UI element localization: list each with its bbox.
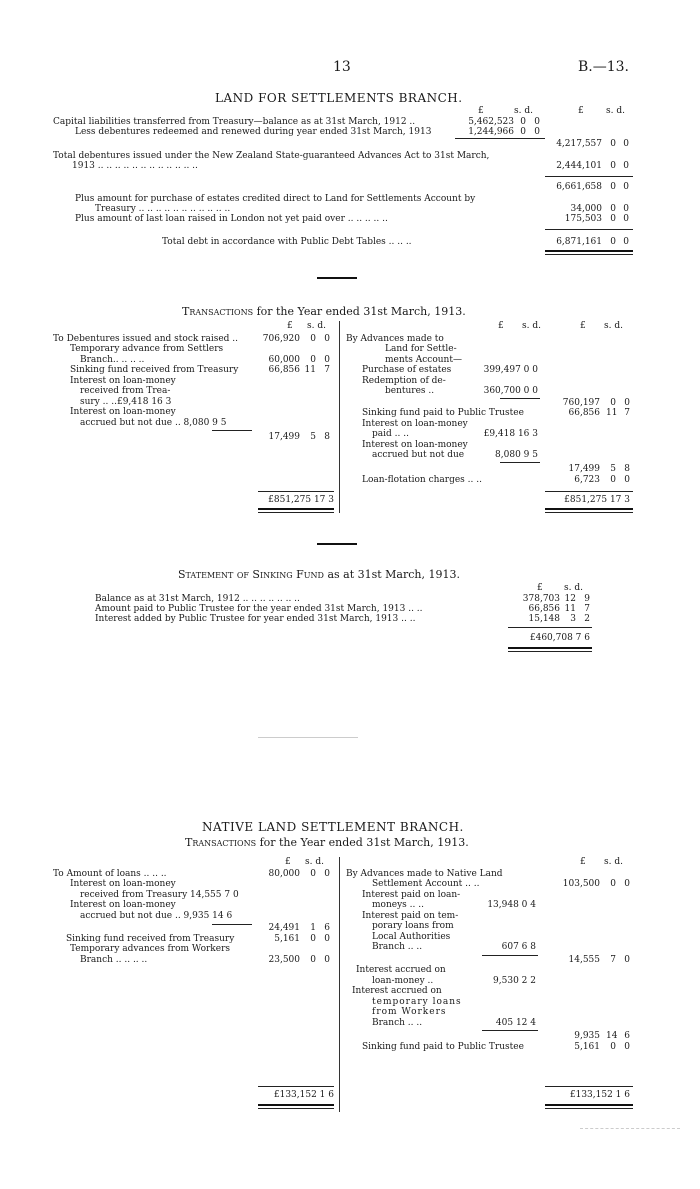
t1-right-bentures: bentures .. — [385, 386, 435, 396]
native-right-d-3: 6 — [624, 1031, 630, 1041]
double-rule — [545, 1108, 633, 1109]
t1-right-d-3: 8 — [624, 464, 630, 474]
land-subtotal-amount: 6,661,658 — [556, 182, 602, 192]
native-right-sinking: Sinking fund paid to Public Trustee — [362, 1042, 524, 1052]
land-row-less-amount: 1,244,966 — [468, 127, 514, 137]
native-right-s-1: 0 — [610, 879, 616, 889]
native-left-s-3: 0 — [310, 934, 316, 944]
t1-right-accrued-2: accrued but not due — [372, 450, 465, 460]
native-right-accrued-amount: 9,530 2 2 — [493, 976, 536, 986]
land-total-label: Total debt in accordance with Public Debt Tables .. .. .. — [162, 237, 412, 247]
land-total-amount: 6,871,161 — [556, 237, 602, 247]
t1-left-amount-2: 60,000 — [268, 355, 300, 365]
t1-left-head-sd: s. d. — [307, 321, 326, 331]
rule — [545, 1086, 633, 1087]
transactions-title — [182, 307, 466, 317]
native-left-accrued: Interest on loan-money — [70, 900, 176, 910]
sinking-paid-amount: 66,856 — [528, 604, 560, 614]
native-left-head-sd: s. d. — [305, 857, 324, 867]
t1-right-d-2: 7 — [624, 408, 630, 418]
transactions-title-smallcaps: Transactions — [182, 305, 254, 318]
native-left-interest: Interest on loan-money — [70, 879, 176, 889]
native-section-title: NATIVE LAND SETTLEMENT BRANCH. — [202, 820, 464, 834]
land-row-debentures-2: 1913 .. .. .. .. .. .. .. .. .. .. .. .. — [72, 161, 198, 171]
transactions-title-rest: for the Year ended 31st March, 1913. — [256, 305, 466, 318]
native-left-d-1: 0 — [324, 869, 330, 879]
land-plus-loan-amount: 175,503 — [564, 214, 602, 224]
land-subtotal-d: 0 — [623, 182, 629, 192]
col-head-pound-2: £ — [578, 106, 584, 116]
native-right-d-1: 0 — [624, 879, 630, 889]
sinking-balance-s: 12 — [564, 594, 576, 604]
land-plus-loan-s: 0 — [610, 214, 616, 224]
t1-right-loan-flotation: Loan-flotation charges .. .. — [362, 475, 482, 485]
land-plus-purchase-amount: 34,000 — [570, 204, 602, 214]
native-left-s-1: 0 — [310, 869, 316, 879]
page-number: 13 — [333, 59, 351, 75]
t1-left-d-4: 8 — [324, 432, 330, 442]
native-left-head-pound: £ — [285, 857, 291, 867]
t1-left-head-pound: £ — [287, 321, 293, 331]
land-plus-purchase-d: 0 — [623, 204, 629, 214]
native-right-head-sd: s. d. — [604, 857, 623, 867]
native-right-temp-2: porary loans from — [372, 921, 454, 931]
sinking-row-interest: Interest added by Public Trustee for year ended 31st March, 1913 .. .. — [95, 614, 416, 624]
native-left-amount-2: 24,491 — [268, 923, 300, 933]
document-reference: B.—13. — [578, 59, 630, 75]
column-divider — [339, 857, 340, 1112]
double-rule — [545, 1104, 633, 1106]
double-rule — [258, 1104, 334, 1106]
native-transactions-title — [185, 838, 469, 848]
faint-divider — [580, 1128, 680, 1129]
native-right-branch: Branch .. .. — [372, 942, 423, 952]
native-right-s-3: 14 — [606, 1031, 618, 1041]
double-rule — [258, 508, 334, 510]
double-rule — [258, 512, 334, 513]
t1-left-debentures: To Debentures issued and stock raised .. — [53, 334, 239, 344]
t1-left-s-1: 0 — [310, 334, 316, 344]
rule — [545, 176, 633, 177]
t1-left-interest-2: received from Trea- — [80, 386, 171, 396]
t1-right-amount-3: 17,499 — [568, 464, 600, 474]
sinking-paid-s: 11 — [564, 604, 576, 614]
land-subtotal-s: 0 — [610, 182, 616, 192]
land-row-plus-purchase-2: Treasury .. .. .. .. .. .. .. .. .. .. .. — [95, 204, 231, 214]
land-debentures-s: 0 — [610, 161, 616, 171]
t1-right-account: ments Account— — [385, 355, 462, 365]
rule — [212, 924, 252, 925]
t1-left-sinking: Sinking fund received from Treasury — [70, 365, 239, 375]
double-rule — [545, 508, 633, 510]
sinking-title-smallcaps: Statement of Sinking Fund — [178, 568, 324, 581]
native-right-accrued-temp: Interest accrued on — [352, 986, 442, 996]
native-right-loan-money: loan-money .. — [372, 976, 434, 986]
t1-right-head-sd: s. d. — [522, 321, 541, 331]
land-row-capital-d: 0 — [534, 117, 540, 127]
t1-left-d-1: 0 — [324, 334, 330, 344]
col-head-pound: £ — [478, 106, 484, 116]
t1-right-amount-4: 6,723 — [574, 475, 600, 485]
land-row-less-s: 0 — [520, 127, 526, 137]
section-divider — [317, 277, 357, 279]
section-divider — [317, 543, 357, 545]
land-total-s: 0 — [610, 237, 616, 247]
land-debentures-amount: 2,444,101 — [556, 161, 602, 171]
land-debentures-d: 0 — [623, 161, 629, 171]
t1-right-accrued: Interest on loan-money — [362, 440, 468, 450]
t1-right-purchase-amount: 399,497 0 0 — [483, 365, 538, 375]
land-plus-purchase-s: 0 — [610, 204, 616, 214]
t1-right-land: Land for Settle- — [385, 344, 457, 354]
land-plus-loan-d: 0 — [623, 214, 629, 224]
rule — [500, 398, 540, 399]
t1-right-s-4: 0 — [610, 475, 616, 485]
t1-left-amount-4: 17,499 — [268, 432, 300, 442]
t1-right-head-pound: £ — [498, 321, 504, 331]
native-right-accrued: Interest accrued on — [356, 965, 446, 975]
rule — [500, 462, 540, 463]
native-left-s-4: 0 — [310, 955, 316, 965]
land-net-s: 0 — [610, 139, 616, 149]
t1-left-accrued: Interest on loan-money — [70, 407, 176, 417]
t1-right-interest: Interest on loan-money — [362, 419, 468, 429]
land-row-capital: Capital liabilities transferred from Treasury—balance as at 31st March, 1912 .. — [53, 117, 416, 127]
sinking-paid-d: 7 — [584, 604, 590, 614]
native-left-amount-3: 5,161 — [274, 934, 300, 944]
double-rule — [545, 250, 633, 252]
sinking-head-sd: s. d. — [564, 583, 583, 593]
sinking-head-pound: £ — [537, 583, 543, 593]
t1-right-interest-paid-amount: £9,418 16 3 — [483, 429, 538, 439]
native-right-amount-1: 103,500 — [562, 879, 600, 889]
native-right-workers-branch: Branch .. .. — [372, 1018, 423, 1028]
t1-left-s-4: 5 — [310, 432, 316, 442]
native-title-smallcaps: Transactions — [185, 836, 257, 849]
native-right-interest: Interest paid on loan- — [362, 890, 461, 900]
land-section-title: LAND FOR SETTLEMENTS BRANCH. — [215, 91, 463, 105]
land-row-plus-loan: Plus amount of last loan raised in London not yet paid over .. .. .. .. .. — [75, 214, 388, 224]
sinking-title — [178, 570, 460, 580]
land-row-capital-amount: 5,462,523 — [468, 117, 514, 127]
sinking-row-paid: Amount paid to Public Trustee for the year ended 31st March, 1913 .. .. — [95, 604, 423, 614]
double-rule — [508, 647, 592, 649]
sinking-balance-amount: 378,703 — [522, 594, 560, 604]
t1-right-head-sd-2: s. d. — [604, 321, 623, 331]
native-left-s-2: 1 — [310, 923, 316, 933]
t1-right-s-3: 5 — [610, 464, 616, 474]
t1-left-d-3: 7 — [324, 365, 330, 375]
land-total-d: 0 — [623, 237, 629, 247]
t1-right-d-1: 0 — [624, 398, 630, 408]
native-right-total: £133,152 1 6 — [569, 1090, 630, 1100]
land-row-plus-purchase: Plus amount for purchase of estates credited direct to Land for Settlements Account by — [75, 194, 476, 204]
native-right-workers-amount: 405 12 4 — [495, 1018, 536, 1028]
rule — [482, 1030, 538, 1031]
native-right-accrued-temp-2: temporary loans — [372, 997, 462, 1007]
t1-right-accrued-amount: 8,080 9 5 — [495, 450, 538, 460]
native-title-rest: for the Year ended 31st March, 1913. — [259, 836, 469, 849]
land-row-less-d: 0 — [534, 127, 540, 137]
native-right-temp: Interest paid on tem- — [362, 911, 459, 921]
native-right-advances: By Advances made to Native Land — [346, 869, 503, 879]
native-right-d-4: 0 — [624, 1042, 630, 1052]
native-right-head-pound: £ — [580, 857, 586, 867]
land-net-d: 0 — [623, 139, 629, 149]
t1-left-s-2: 0 — [310, 355, 316, 365]
column-divider — [339, 321, 340, 513]
t1-right-paid: paid .. .. — [372, 429, 409, 439]
t1-left-temp-advance: Temporary advance from Settlers — [70, 344, 224, 354]
native-left-d-3: 0 — [324, 934, 330, 944]
native-left-branch: Branch .. .. .. .. — [80, 955, 148, 965]
rule — [482, 955, 538, 956]
native-right-amount-3: 9,935 — [574, 1031, 600, 1041]
native-right-amount-2: 14,555 — [568, 955, 600, 965]
rule — [258, 1086, 334, 1087]
native-right-settlement: Settlement Account .. .. — [372, 879, 480, 889]
sinking-total: £460,708 7 6 — [529, 633, 590, 643]
t1-right-sinking: Sinking fund paid to Public Trustee — [362, 408, 524, 418]
double-rule — [545, 254, 633, 255]
t1-left-branch: Branch.. .. .. .. — [80, 355, 145, 365]
native-right-local-amount: 607 6 8 — [501, 942, 536, 952]
native-right-temp-3: Local Authorities — [372, 932, 451, 942]
t1-right-total: £851,275 17 3 — [564, 495, 630, 505]
sinking-title-rest: as at 31st March, 1913. — [327, 568, 460, 581]
sinking-interest-amount: 15,148 — [528, 614, 560, 624]
t1-right-s-2: 11 — [606, 408, 618, 418]
sinking-interest-s: 3 — [570, 614, 576, 624]
double-rule — [258, 1108, 334, 1109]
t1-left-amount-1: 706,920 — [262, 334, 300, 344]
native-right-moneys: moneys .. .. — [372, 900, 424, 910]
land-row-capital-s: 0 — [520, 117, 526, 127]
native-right-amount-4: 5,161 — [574, 1042, 600, 1052]
native-left-d-4: 0 — [324, 955, 330, 965]
native-left-interest-2: received from Treasury 14,555 7 0 — [80, 890, 239, 900]
t1-right-amount-2: 66,856 — [568, 408, 600, 418]
t1-left-d-2: 0 — [324, 355, 330, 365]
land-row-debentures: Total debentures issued under the New Zealand State-guaranteed Advances Act to 31st March, — [53, 151, 490, 161]
rule — [508, 627, 592, 628]
rule — [545, 229, 633, 230]
rule — [258, 491, 334, 492]
native-right-d-2: 0 — [624, 955, 630, 965]
native-left-accrued-2: accrued but not due .. 9,935 14 6 — [80, 911, 233, 921]
col-head-sd-2: s. d. — [606, 106, 625, 116]
t1-left-total: £851,275 17 3 — [268, 495, 334, 505]
t1-left-interest-3: sury .. ..£9,418 16 3 — [80, 397, 172, 407]
t1-right-purchase: Purchase of estates — [362, 365, 452, 375]
t1-right-d-4: 0 — [624, 475, 630, 485]
sinking-row-balance: Balance as at 31st March, 1912 .. .. .. .. .. .. .. — [95, 594, 300, 604]
native-left-loans: To Amount of loans .. .. .. — [53, 869, 167, 879]
t1-right-s-1: 0 — [610, 398, 616, 408]
double-rule — [545, 512, 633, 513]
col-head-sd: s. d. — [514, 106, 533, 116]
native-right-moneys-amount: 13,948 0 4 — [487, 900, 536, 910]
rule — [212, 430, 252, 431]
native-left-d-2: 6 — [324, 923, 330, 933]
sinking-interest-d: 2 — [584, 614, 590, 624]
land-row-less: Less debentures redeemed and renewed during year ended 31st March, 1913 — [75, 127, 432, 137]
native-left-sinking: Sinking fund received from Treasury — [66, 934, 235, 944]
rule — [455, 138, 545, 139]
native-left-amount-4: 23,500 — [268, 955, 300, 965]
native-right-accrued-temp-3: from Workers — [372, 1007, 447, 1017]
land-net-amount: 4,217,557 — [556, 139, 602, 149]
t1-left-interest: Interest on loan-money — [70, 376, 176, 386]
t1-right-redemption: Redemption of de- — [362, 376, 446, 386]
t1-left-s-3: 11 — [304, 365, 316, 375]
rule — [545, 491, 633, 492]
t1-left-amount-3: 66,856 — [268, 365, 300, 375]
faint-divider — [258, 737, 358, 738]
t1-right-advances: By Advances made to — [346, 334, 444, 344]
sinking-balance-d: 9 — [584, 594, 590, 604]
native-right-s-4: 0 — [610, 1042, 616, 1052]
double-rule — [508, 651, 592, 652]
t1-right-head-pound-2: £ — [580, 321, 586, 331]
t1-left-accrued-2: accrued but not due .. 8,080 9 5 — [80, 418, 227, 428]
native-left-amount-1: 80,000 — [268, 869, 300, 879]
t1-right-amount-1: 760,197 — [562, 398, 600, 408]
t1-right-redemption-amount: 360,700 0 0 — [483, 386, 538, 396]
native-left-total: £133,152 1 6 — [273, 1090, 334, 1100]
native-left-temp: Temporary advances from Workers — [70, 944, 230, 954]
native-right-s-2: 7 — [610, 955, 616, 965]
